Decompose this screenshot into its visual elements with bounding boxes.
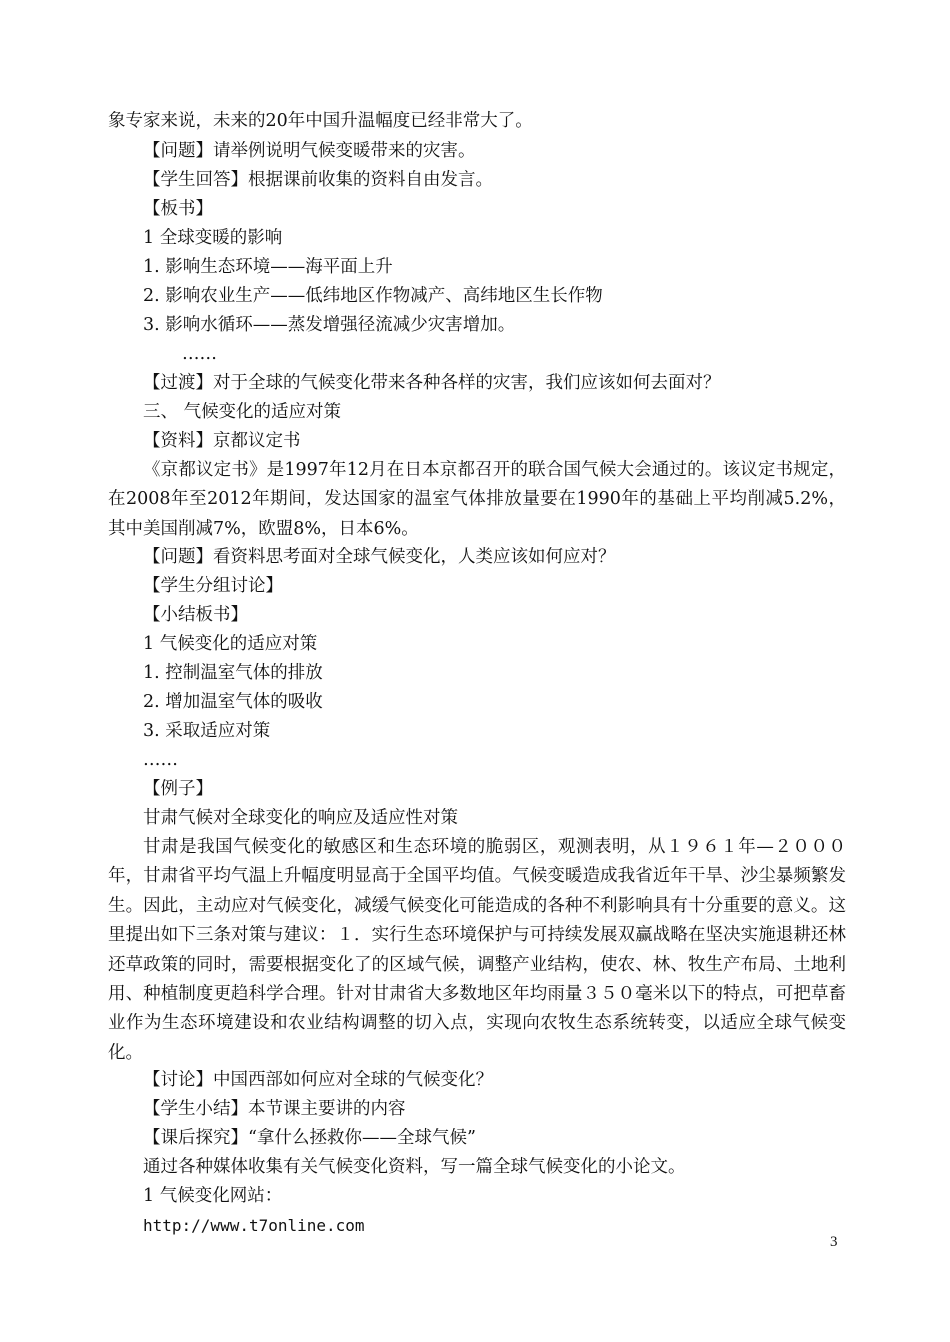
list-item: 3. 影响水循环——蒸发增强径流减少灾害增加。 (143, 315, 516, 335)
student-summary-line: 【学生小结】本节课主要讲的内容 (143, 1099, 406, 1119)
section-heading: 三、 气候变化的适应对策 (143, 402, 342, 422)
summary-heading: 【小结板书】 (143, 605, 248, 625)
student-answer-line: 【学生回答】根据课前收集的资料自由发言。 (143, 170, 493, 190)
material-heading: 【资料】京都议定书 (143, 431, 301, 451)
list-item: 3. 采取适应对策 (143, 721, 271, 741)
blackboard-heading: 【板书】 (143, 199, 213, 219)
example-heading: 【例子】 (143, 779, 213, 799)
gansu-paragraph: 甘肃是我国气候变化的敏感区和生态环境的脆弱区，观测表明，从１９６１年—２０００年，甘肃省平均气温上升幅度明显高于全国平均值。气候变暖造成我省近年干旱、沙尘暴频繁发生。因此，主动应对气候变化，减缓气候变化可能造成的各种不利影响具有十分重要的意义。这里提出如下三条对策与建议：１．实行生态环境保护与可持续发展双赢战略在坚决实施退耕还林还草政策的同时，需要根据变化了的区域气候，调整产业结构，使农、林、牧生产布局、土地利用、种植制度更趋科学合理。针对甘肃省大多数地区年均雨量３５０毫米以下的特点，可把草畜业作为生态环境建设和农业结构调整的切入点，实现向农牧生态系统转变，以适应全球气候变化。 (108, 837, 846, 1063)
after-class-line: 【课后探究】“拿什么拯救你——全球气候” (143, 1128, 476, 1148)
question-line: 【问题】请举例说明气候变暖带来的灾害。 (143, 141, 476, 161)
question-line: 【问题】看资料思考面对全球气候变化，人类应该如何应对？ (143, 547, 616, 567)
text-line: 象专家来说，未来的20年中国升温幅度已经非常大了。 (108, 111, 533, 131)
list-item: 1. 控制温室气体的排放 (143, 663, 323, 683)
discussion-line: 【讨论】中国西部如何应对全球的气候变化？ (143, 1070, 493, 1090)
group-discussion-line: 【学生分组讨论】 (143, 576, 283, 596)
ellipsis: …… (143, 750, 178, 770)
list-item: 2. 增加温室气体的吸收 (143, 692, 323, 712)
transition-line: 【过渡】对于全球的气候变化带来各种各样的灾害，我们应该如何去面对？ (143, 373, 721, 393)
kyoto-paragraph: 《京都议定书》是1997年12月在日本京都召开的联合国气候大会通过的。该议定书规定，在2008年至2012年期间，发达国家的温室气体排放量要在1990年的基础上平均削减5.2%，其中美国削减7%，欧盟8%，日本6%。 (108, 460, 846, 539)
list-item: 2. 影响农业生产——低纬地区作物减产、高纬地区生长作物 (143, 286, 603, 306)
page-number: 3 (830, 1234, 838, 1250)
list-item: 1. 影响生态环境——海平面上升 (143, 257, 393, 277)
website-heading: 1 气候变化网站： (143, 1186, 283, 1206)
section-title: 1 全球变暖的影响 (143, 228, 283, 248)
section-title: 1 气候变化的适应对策 (143, 634, 318, 654)
ellipsis: …… (182, 344, 217, 364)
example-title: 甘肃气候对全球变化的响应及适应性对策 (143, 808, 458, 828)
website-url: http://www.t7online.com (143, 1216, 365, 1235)
homework-line: 通过各种媒体收集有关气候变化资料，写一篇全球气候变化的小论文。 (143, 1157, 686, 1177)
